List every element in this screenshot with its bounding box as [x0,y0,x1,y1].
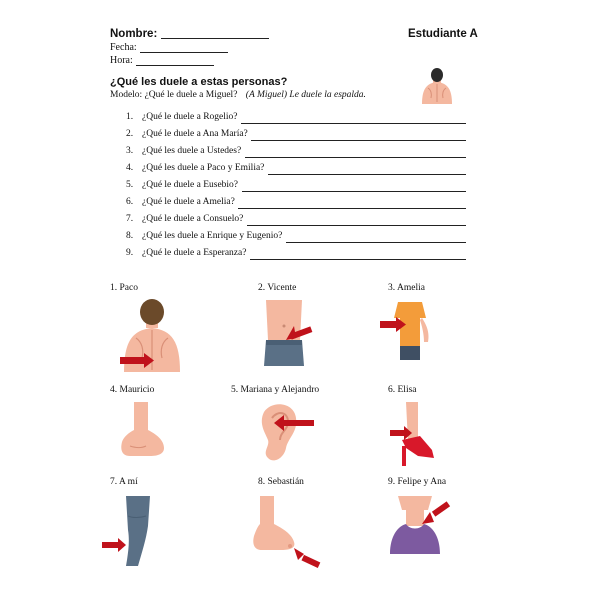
picture-label-amelia: 3. Amelia [388,283,425,293]
neck-icon [388,496,450,554]
back-icon [116,300,186,372]
prompt-title: ¿Qué les duele a estas personas? [110,76,288,88]
arm-icon [378,302,440,362]
question-text: ¿Qué les duele a Enrique y Eugenio? [142,231,283,241]
question-row [126,214,243,224]
question-row [126,163,264,173]
question-text: ¿Qué le duele a Eusebio? [142,180,239,190]
picture-label-paco: 1. Paco [110,283,138,293]
name-field[interactable] [161,38,269,39]
time-label: Hora: [110,55,133,66]
ankle-heel-icon [388,402,440,468]
stomach-icon [256,300,312,368]
model-answer: (A Miguel) Le duele la espalda. [245,90,366,100]
name-label: Nombre: [110,28,158,40]
question-number: 7. [126,214,134,224]
date-field[interactable] [140,52,228,53]
question-number: 1. [126,112,134,122]
picture-label-sebastian: 8. Sebastián [258,477,304,487]
model-line [110,90,366,100]
question-number: 6. [126,197,134,207]
date-label: Fecha: [110,42,137,53]
answer-line[interactable] [250,259,466,260]
question-number: 4. [126,163,134,173]
question-number: 9. [126,248,134,258]
picture-label-felipe-ana: 9. Felipe y Ana [388,477,447,487]
question-text: ¿Qué les duele a Paco y Emilia? [142,163,265,173]
question-row [126,197,235,207]
toes-icon [250,496,322,574]
question-row [126,180,238,190]
question-row [126,231,282,241]
question-text: ¿Qué le duele a Ana María? [142,129,248,139]
answer-line[interactable] [238,208,466,209]
question-number: 5. [126,180,134,190]
question-number: 8. [126,231,134,241]
picture-label-vicente: 2. Vicente [258,283,297,293]
model-prefix: Modelo: ¿Qué le duele a Miguel? [110,90,238,100]
answer-line[interactable] [241,123,466,124]
picture-label-mauricio: 4. Mauricio [110,385,155,395]
question-text: ¿Qué le duele a Rogelio? [142,112,238,122]
question-text: ¿Qué le duele a Amelia? [142,197,235,207]
pain-arrow [294,548,320,568]
answer-line[interactable] [268,174,466,175]
time-field[interactable] [136,65,214,66]
pain-arrow [102,538,126,552]
answer-line[interactable] [245,157,466,158]
answer-line[interactable] [242,191,466,192]
question-text: ¿Qué le duele a Esperanza? [142,248,247,258]
foot-icon [116,402,166,458]
student-label: Estudiante A [408,28,478,40]
picture-label-mariana-alejandro: 5. Mariana y Alejandro [231,385,320,395]
answer-line[interactable] [247,225,466,226]
question-text: ¿Qué le duele a Consuelo? [142,214,244,224]
question-row [126,129,248,139]
model-back-icon [420,68,454,104]
question-text: ¿Qué les duele a Ustedes? [142,146,242,156]
question-row [126,248,246,258]
ear-icon [258,402,318,464]
answer-line[interactable] [286,242,466,243]
question-row [126,112,238,122]
picture-label-a-mi: 7. A mí [110,477,138,487]
knee-icon [102,496,160,566]
picture-label-elisa: 6. Elisa [388,385,417,395]
answer-line[interactable] [251,140,466,141]
question-number: 3. [126,146,134,156]
question-number: 2. [126,129,134,139]
question-row [126,146,241,156]
